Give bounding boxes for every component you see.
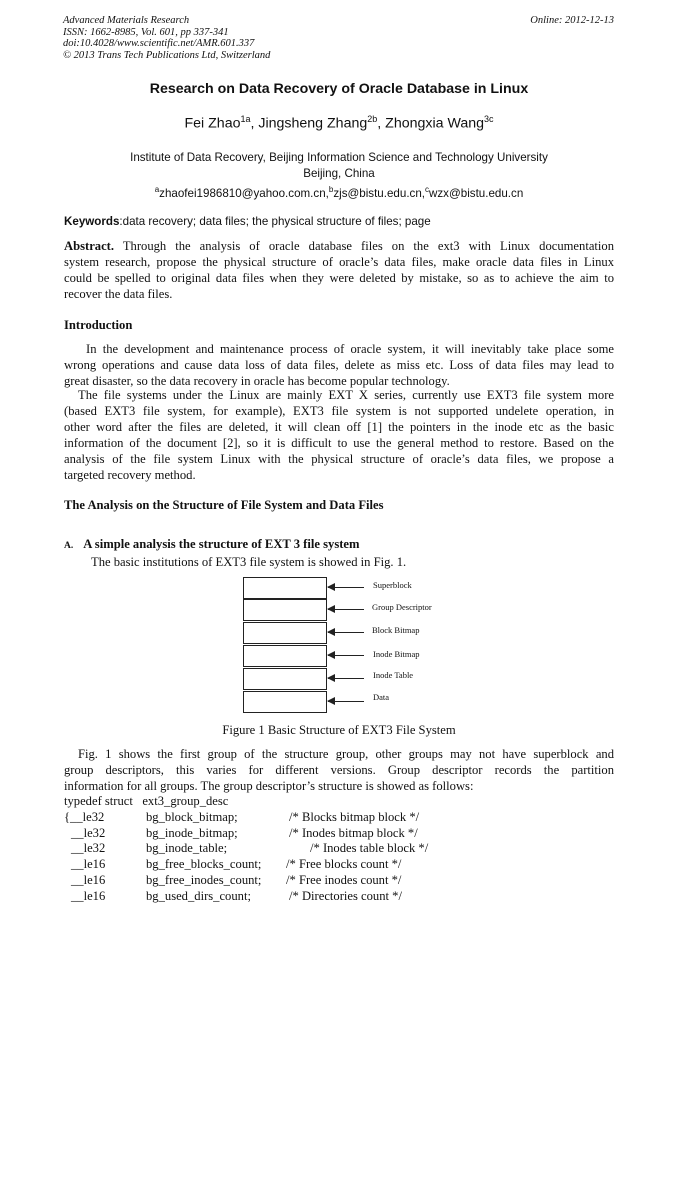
keywords-label: Keywords — [64, 215, 120, 228]
block-inode-bitmap — [243, 645, 327, 667]
subsection-text: The basic institutions of EXT3 file system is showed in Fig. 1. — [91, 555, 407, 569]
block-superblock — [243, 577, 327, 599]
issn: ISSN: 1662-8985, Vol. 601, pp 337-341 — [63, 26, 229, 38]
abstract-label: Abstract. — [64, 239, 115, 253]
abstract-text: Through the analysis of oracle database files on the ext3 with Linux documentation — [114, 239, 614, 253]
diagram-label: Block Bitmap — [372, 625, 420, 635]
intro-line: (based EXT3 file system, for example), EXT3 file system is not supported undelete operation, in — [64, 404, 614, 418]
diagram-label: Group Descriptor — [372, 602, 432, 612]
ext3-structure-diagram — [243, 577, 443, 713]
figure-description — [64, 746, 614, 794]
code-field: bg_inode_bitmap; — [146, 825, 238, 840]
intro-line: analysis of the file system Linux with the physical structure of oracle’s data files, we propose a — [64, 452, 614, 466]
arrow-icon — [328, 701, 364, 702]
arrow-icon — [328, 632, 364, 633]
code-comment: /* Free blocks count */ — [286, 857, 402, 872]
body-line: Fig. 1 shows the first group of the structure group, other groups may not have superblock and — [78, 747, 614, 761]
intro-paragraph-1 — [64, 341, 614, 389]
code-type: __le32 — [71, 841, 106, 856]
authors: Fei Zhao$^{1a}$, Jingsheng Zhang$^{2b}$, Zhongxia Wang$^{3c}$ — [184, 114, 494, 132]
online-date: Online: 2012-12-13 — [530, 15, 614, 26]
keywords — [64, 215, 431, 228]
copyright: © 2013 Trans Tech Publications Ltd, Switzerland — [63, 49, 271, 61]
author-sup: 1a — [240, 114, 251, 124]
journal-name: Advanced Materials Research — [63, 15, 190, 26]
section-heading-introduction: Introduction — [64, 318, 133, 332]
intro-line: wrong operations and cause data loss of data files, delete as miss etc. Loss of data files may lead to — [64, 358, 614, 372]
block-group-descriptor — [243, 599, 327, 621]
email-sup: a — [154, 185, 160, 194]
block-inode-table — [243, 668, 327, 690]
abstract-line: could be spelled to original data files when they were deleted by mistake, so as to achieve the aim to — [64, 271, 614, 285]
author-name: Jingsheng Zhang — [258, 115, 368, 132]
diagram-label: Inode Table — [373, 670, 414, 680]
email-sup: b — [328, 185, 334, 194]
code-type: __le32 — [71, 825, 106, 840]
arrow-icon — [328, 609, 364, 610]
diagram-label: Superblock — [373, 580, 412, 590]
intro-line: In the development and maintenance process of oracle system, it will inevitably take place some — [86, 342, 614, 356]
block-data — [243, 691, 327, 713]
body-line: information for all groups. The group descriptor’s structure is showed as follows: — [64, 779, 474, 793]
intro-paragraph-2 — [64, 387, 614, 483]
arrow-icon — [328, 587, 364, 588]
author-name: Fei Zhao — [184, 115, 241, 132]
subsection-label: A. — [64, 541, 74, 551]
code-header: typedef struct ext3_group_desc — [64, 794, 229, 808]
author-sup: 3c — [484, 114, 494, 124]
abstract-line: recover the data files. — [64, 287, 173, 301]
affiliation-line: Beijing, China — [303, 167, 375, 180]
block-block-bitmap — [243, 622, 327, 644]
affiliation — [0, 150, 678, 182]
subsection-heading — [64, 537, 360, 552]
keywords-text: :data recovery; data files; the physical structure of files; page — [119, 215, 431, 228]
intro-line: The file systems under the Linux are mainly EXT X series, currently use EXT3 file system more — [78, 388, 614, 402]
paper-title: Research on Data Recovery of Oracle Database in Linux — [149, 81, 529, 97]
subsection-title: A simple analysis the structure of EXT 3 file system — [83, 537, 360, 551]
section-heading-analysis: The Analysis on the Structure of File System and Data Files — [64, 498, 384, 512]
email: zjs@bistu.edu.cn, — [333, 186, 426, 200]
code-block — [64, 810, 624, 906]
arrow-icon — [328, 678, 364, 679]
code-field: bg_free_inodes_count; — [146, 872, 262, 887]
affiliation-line: Institute of Data Recovery, Beijing Information Science and Technology University — [130, 151, 548, 164]
email-sup: c — [425, 185, 430, 194]
diagram-label: Data — [373, 692, 390, 702]
code-comment: /* Free inodes count */ — [286, 872, 402, 887]
code-comment: /* Directories count */ — [289, 888, 402, 903]
doi: doi:10.4028/www.scientific.net/AMR.601.337 — [63, 38, 255, 49]
code-type: __le16 — [71, 888, 106, 903]
intro-line: great disaster, so the data recovery in oracle has become popular technology. — [64, 374, 450, 388]
diagram-label: Inode Bitmap — [373, 649, 420, 659]
code-field: bg_inode_table; — [146, 841, 228, 856]
email: zhaofei1986810@yahoo.com.cn, — [159, 186, 329, 200]
journal-header — [63, 15, 270, 61]
arrow-icon — [328, 655, 364, 656]
email: wzx@bistu.edu.cn — [429, 186, 524, 200]
author-name: Zhongxia Wang — [385, 115, 484, 132]
code-comment: /* Inodes bitmap block */ — [289, 825, 418, 840]
code-type: {__le32 — [64, 810, 105, 824]
abstract — [64, 238, 614, 302]
emails — [0, 185, 678, 200]
code-field: bg_block_bitmap; — [146, 810, 238, 824]
code-field: bg_used_dirs_count; — [146, 888, 251, 903]
intro-line: information of the document [2], so it is difficult to use the general method to restore. Based on the — [64, 436, 614, 450]
abstract-line: system research, propose the physical structure of oracle’s data files, make oracle data files in Linux — [64, 255, 614, 269]
figure-caption: Figure 1 Basic Structure of EXT3 File System — [222, 723, 456, 737]
intro-line: other word after the files are deleted, it will clean off [1] the pointers in the inode etc as the basic — [64, 420, 614, 434]
author-sup: 2b — [367, 114, 378, 124]
code-type: __le16 — [71, 872, 106, 887]
code-field: bg_free_blocks_count; — [146, 857, 262, 872]
code-comment: /* Inodes table block */ — [310, 841, 429, 856]
abstract-line — [64, 238, 614, 254]
intro-line: targeted recovery method. — [64, 468, 196, 482]
body-line: group descriptors, this varies for different versions. Group descriptor records the partition — [64, 763, 614, 777]
code-type: __le16 — [71, 857, 106, 872]
code-comment: /* Blocks bitmap block */ — [289, 810, 420, 824]
